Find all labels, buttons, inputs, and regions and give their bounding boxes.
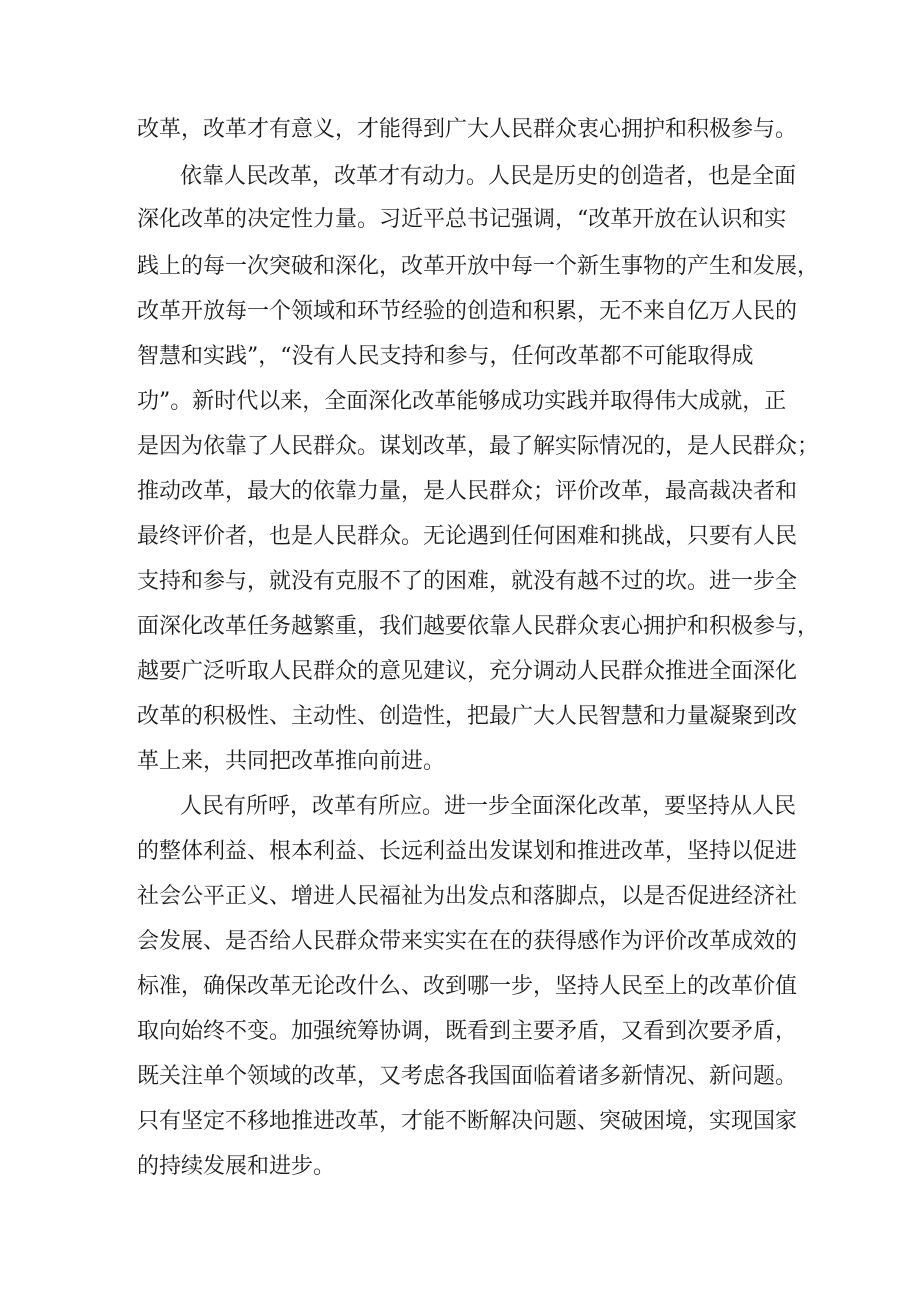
text-line: 的整体利益、根本利益、长远利益出发谋划和推进改革，坚持以促进	[137, 839, 798, 864]
text-line: 标准，确保改革无论改什么、改到哪一步，坚持人民至上的改革价值	[137, 974, 798, 999]
text-line: 社会公平正义、增进人民福祉为出发点和落脚点，以是否促进经济社	[137, 884, 798, 909]
text-line: 只有坚定不移地推进改革，才能不断解决问题、突破困境，实现国家	[137, 1109, 798, 1134]
text-line: 最终评价者，也是人民群众。无论遇到任何困难和挑战，只要有人民	[137, 524, 798, 549]
text-line: 人民有所呼，改革有所应。进一步全面深化改革，要坚持从人民	[180, 794, 797, 819]
text-line: 越要广泛听取人民群众的意见建议，充分调动人民群众推进全面深化	[137, 659, 798, 684]
text-line: 推动改革，最大的依靠力量，是人民群众；评价改革，最高裁决者和	[137, 479, 798, 504]
text-line: 改革的积极性、主动性、创造性，把最广大人民智慧和力量凝聚到改	[137, 704, 798, 729]
text-line: 智慧和实践”，“没有人民支持和参与，任何改革都不可能取得成	[137, 344, 754, 369]
text-line: 的持续发展和进步。	[137, 1154, 336, 1179]
text-line: 深化改革的决定性力量。习近平总书记强调，“改革开放在认识和实	[137, 207, 787, 232]
text-line: 取向始终不变。加强统筹协调，既看到主要矛盾，又看到次要矛盾，	[137, 1019, 798, 1044]
text-line: 改革，改革才有意义，才能得到广大人民群众衷心拥护和积极参与。	[137, 117, 798, 142]
text-line: 面深化改革任务越繁重，我们越要依靠人民群众衷心拥护和积极参与，	[137, 614, 820, 639]
text-line: 革上来，共同把改革推向前进。	[137, 749, 446, 774]
text-line: 功”。新时代以来，全面深化改革能够成功实践并取得伟大成就，正	[137, 389, 787, 414]
text-line: 是因为依靠了人民群众。谋划改革，最了解实际情况的，是人民群众；	[137, 434, 820, 459]
text-line: 支持和参与，就没有克服不了的困难，就没有越不过的坎。进一步全	[137, 569, 798, 594]
text-line: 改革开放每一个领域和环节经验的创造和积累，无不来自亿万人民的	[137, 299, 798, 324]
text-line: 既关注单个领域的改革，又考虑各我国面临着诸多新情况、新问题。	[137, 1064, 798, 1089]
text-line: 践上的每一次突破和深化，改革开放中每一个新生事物的产生和发展，	[137, 254, 820, 279]
text-line: 会发展、是否给人民群众带来实实在在的获得感作为评价改革成效的	[137, 929, 798, 954]
text-line: 依靠人民改革，改革才有动力。人民是历史的创造者，也是全面	[180, 164, 797, 189]
